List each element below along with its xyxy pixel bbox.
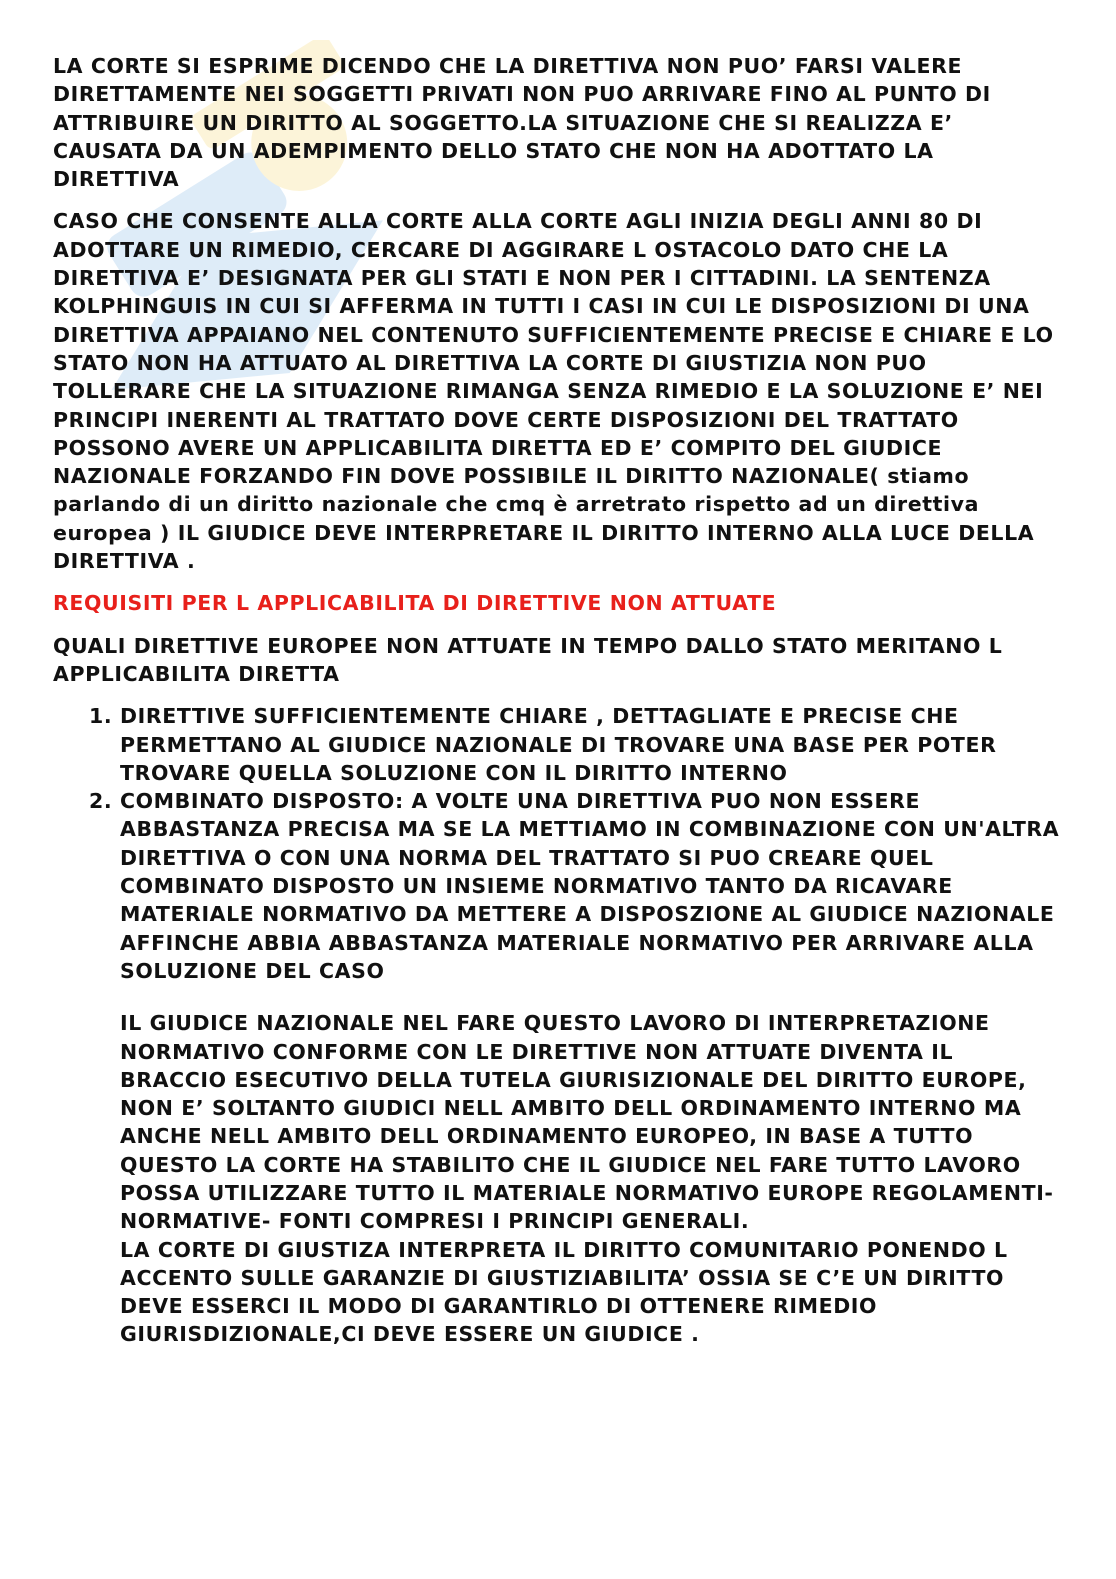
paragraph-giudice-nazionale: IL GIUDICE NAZIONALE NEL FARE QUESTO LAVORO DI INTERPRETAZIONE NORMATIVO CONFORME CON LE DIRETTIVE NON ATTUATE DIVENTA IL BRACCIO ESECUTIVO DELLA TUTELA GIURISIZIONALE DEL DIRITTO EUROPE, NON E’ SOLTANTO GIUDICI NELL AMBITO DELL ORDINAMENTO INTERNO MA ANCHE NELL AMBITO DELL ORDINAMENTO EUROPEO, IN BASE A TUTTO QUESTO LA CORTE HA STABILITO CHE IL GIUDICE NEL FARE TUTTO LAVORO POSSA UTILIZZARE TUTTO IL MATERIALE NORMATIVO EUROPE REGOLAMENTI- NORMATIVE- FONTI COMPRESI I PRINCIPI GENERALI. xyxy=(120,1011,1054,1234)
paragraph-kolphinguis: CASO CHE CONSENTE ALLA CORTE ALLA CORTE AGLI INIZIA DEGLI ANNI 80 DI ADOTTARE UN RIMEDIO, CERCARE DI AGGIRARE L OSTACOLO DATO CHE LA DIRETTIVA E’ DESIGNATA PER GLI STATI E NON PER I CITTADINI. LA SENTENZA KOLPHINGUIS IN CUI SI AFFERMA IN TUTTI I CASI IN CUI LE DISPOSIZIONI DI UNA DIRETTIVA APPAIANO NEL CONTENUTO SUFFICIENTEMENTE PRECISE E CHIARE E LO STATO NON HA ATTUATO AL DIRETTIVA LA CORTE DI GIUSTIZIA NON PUO TOLLERARE CHE LA SITUAZIONE RIMANGA SENZA RIMEDIO E LA SOLUZIONE E’ NEI PRINCIPI INERENTI AL TRATTATO DOVE CERTE DISPOSIZIONI DEL TRATTATO POSSONO AVERE UN APPLICABILITA DIRETTA ED E’ COMPITO DEL GIUDICE NAZIONALE FORZANDO FIN DOVE POSSIBILE IL DIRITTO NAZIONALE( stiamo parlando di un diritto nazionale che cmq è arretrato rispetto ad un direttiva europea ) IL GIUDICE DEVE INTERPRETARE IL DIRITTO INTERNO ALLA LUCE DELLA DIRETTIVA . xyxy=(53,209,1054,574)
paragraph-corte-giustizia: LA CORTE DI GIUSTIZA INTERPRETA IL DIRITTO COMUNITARIO PONENDO L ACCENTO SULLE GARANZIE DI GIUSTIZIABILITA’ OSSIA SE C’E UN DIRITTO DEVE ESSERCI IL MODO DI GARANTIRLO DI OTTENERE RIMEDIO GIURISDIZIONALE,CI DEVE ESSERE UN GIUDICE . xyxy=(120,1237,1008,1347)
list-item-requirement-1: 1. DIRETTIVE SUFFICIENTEMENTE CHIARE , DETTAGLIATE E PRECISE CHE PERMETTANO AL GIUDICE NAZIONALE DI TROVARE UNA BASE PER POTER TROVARE QUELLA SOLUZIONE CON IL DIRITTO INTERNO xyxy=(120,702,1063,787)
section-heading: REQUISITI PER L APPLICABILITA DI DIRETTIVE NON ATTUATE xyxy=(53,591,777,616)
indented-block xyxy=(120,1009,1063,1349)
list-item-requirement-2: 2. COMBINATO DISPOSTO: A VOLTE UNA DIRETTIVA PUO NON ESSERE ABBASTANZA PRECISA MA SE LA METTIAMO IN COMBINAZIONE CON UN'ALTRA DIRETTIVA O CON UNA NORMA DEL TRATTATO SI PUO CREARE QUEL COMBINATO DISPOSTO UN INSIEME NORMATIVO TANTO DA RICAVARE MATERIALE NORMATIVO DA METTERE A DISPOSZIONE AL GIUDICE NAZIONALE AFFINCHE ABBIA ABBASTANZA MATERIALE NORMATIVO PER ARRIVARE ALLA SOLUZIONE DEL CASO xyxy=(120,787,1063,985)
document-page xyxy=(53,52,1063,1349)
requirements-list xyxy=(53,702,1063,985)
paragraph-intro: LA CORTE SI ESPRIME DICENDO CHE LA DIRETTIVA NON PUO’ FARSI VALERE DIRETTAMENTE NEI SOGGETTI PRIVATI NON PUO ARRIVARE FINO AL PUNTO DI ATTRIBUIRE UN DIRITTO AL SOGGETTO.LA SITUAZIONE CHE SI REALIZZA E’ CAUSATA DA UN ADEMPIMENTO DELLO STATO CHE NON HA ADOTTATO LA DIRETTIVA xyxy=(53,54,991,192)
paragraph-question: QUALI DIRETTIVE EUROPEE NON ATTUATE IN TEMPO DALLO STATO MERITANO L APPLICABILITA DIRETTA xyxy=(53,633,1003,686)
